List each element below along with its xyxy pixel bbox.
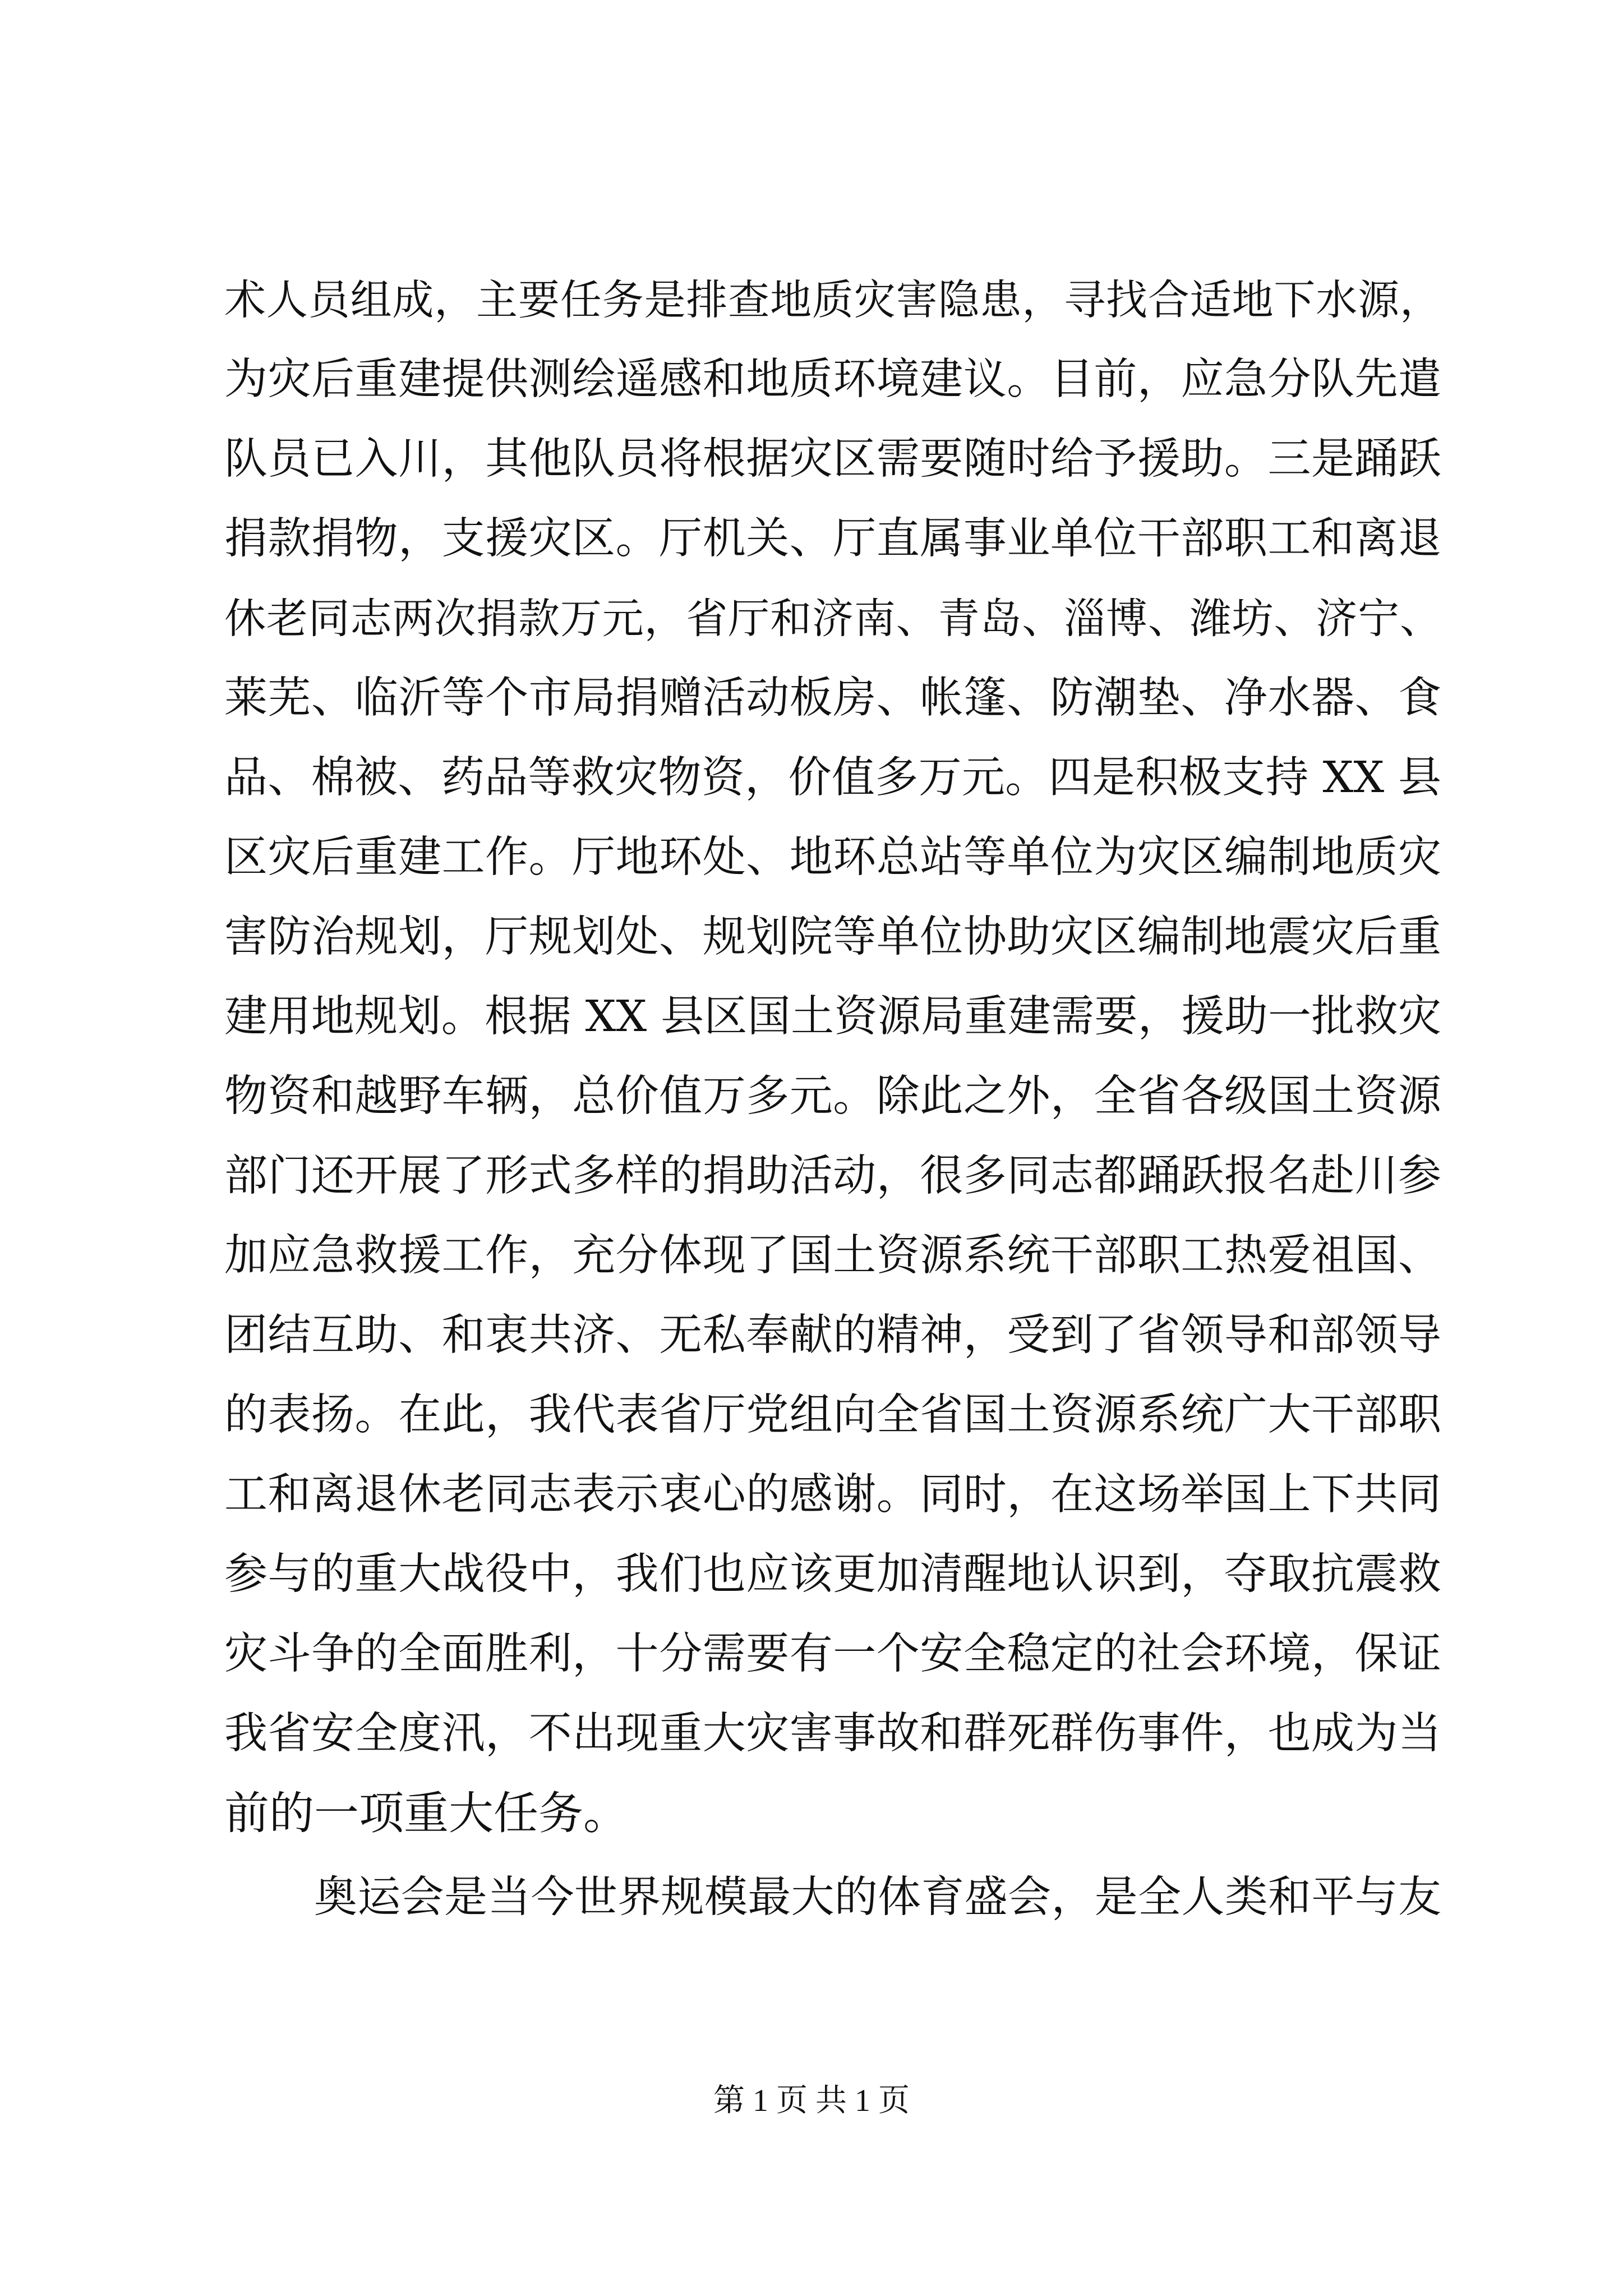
text-line: 术人员组成，主要任务是排查地质灾害隐患，寻找合适地下水源， (224, 276, 1441, 324)
page-number-label: 第 1 页 共 1 页 (713, 2083, 910, 2118)
text-line: 队员已入川，其他队员将根据灾区需要随时给予援助。三是踊跃 (224, 434, 1441, 484)
text-line: 前的一项重大任务。 (224, 1787, 628, 1839)
text-line: 加应急救援工作，充分体现了国土资源系统干部职工热爱祖国、 (224, 1231, 1441, 1281)
text-line: 物资和越野车辆，总价值万多元。除此之外，全省各级国土资源 (224, 1071, 1441, 1121)
text-line: 灾斗争的全面胜利，十分需要有一个安全稳定的社会环境，保证 (224, 1629, 1441, 1679)
text-line: 害防治规划，厅规划处、规划院等单位协助灾区编制地震灾后重 (224, 912, 1441, 962)
text-line: 区灾后重建工作。厅地环处、地环总站等单位为灾区编制地质灾 (224, 832, 1441, 882)
text-line: 品、棉被、药品等救灾物资，价值多万元。四是积极支持 XX 县 (224, 753, 1441, 803)
text-line: 我省安全度汛，不出现重大灾害事故和群死群伤事件，也成为当 (224, 1709, 1441, 1759)
text-line: 莱芜、临沂等个市局捐赠活动板房、帐篷、防潮垫、净水器、食 (224, 673, 1441, 723)
text-line: 参与的重大战役中，我们也应该更加清醒地认识到，夺取抗震救 (224, 1549, 1441, 1599)
page-footer (0, 2078, 1623, 2123)
text-line: 休老同志两次捐款万元，省厅和济南、青岛、淄博、潍坊、济宁、 (224, 595, 1441, 643)
text-line: 工和离退休老同志表示衷心的感谢。同时，在这场举国上下共同 (224, 1470, 1441, 1520)
text-line: 团结互助、和衷共济、无私奉献的精神，受到了省领导和部领导 (224, 1310, 1441, 1360)
text-line: 建用地规划。根据 XX 县区国土资源局重建需要，援助一批救灾 (224, 992, 1441, 1042)
text-line: 为灾后重建提供测绘遥感和地质环境建议。目前，应急分队先遣 (224, 355, 1441, 404)
paragraph-first-line: 奥运会是当今世界规模最大的体育盛会，是全人类和平与友 (314, 1872, 1441, 1922)
text-line: 的表扬。在此，我代表省厅党组向全省国土资源系统广大干部职 (224, 1390, 1441, 1440)
text-line: 部门还开展了形式多样的捐助活动，很多同志都踊跃报名赴川参 (224, 1151, 1441, 1201)
text-line: 捐款捐物，支援灾区。厅机关、厅直属事业单位干部职工和离退 (224, 514, 1441, 564)
